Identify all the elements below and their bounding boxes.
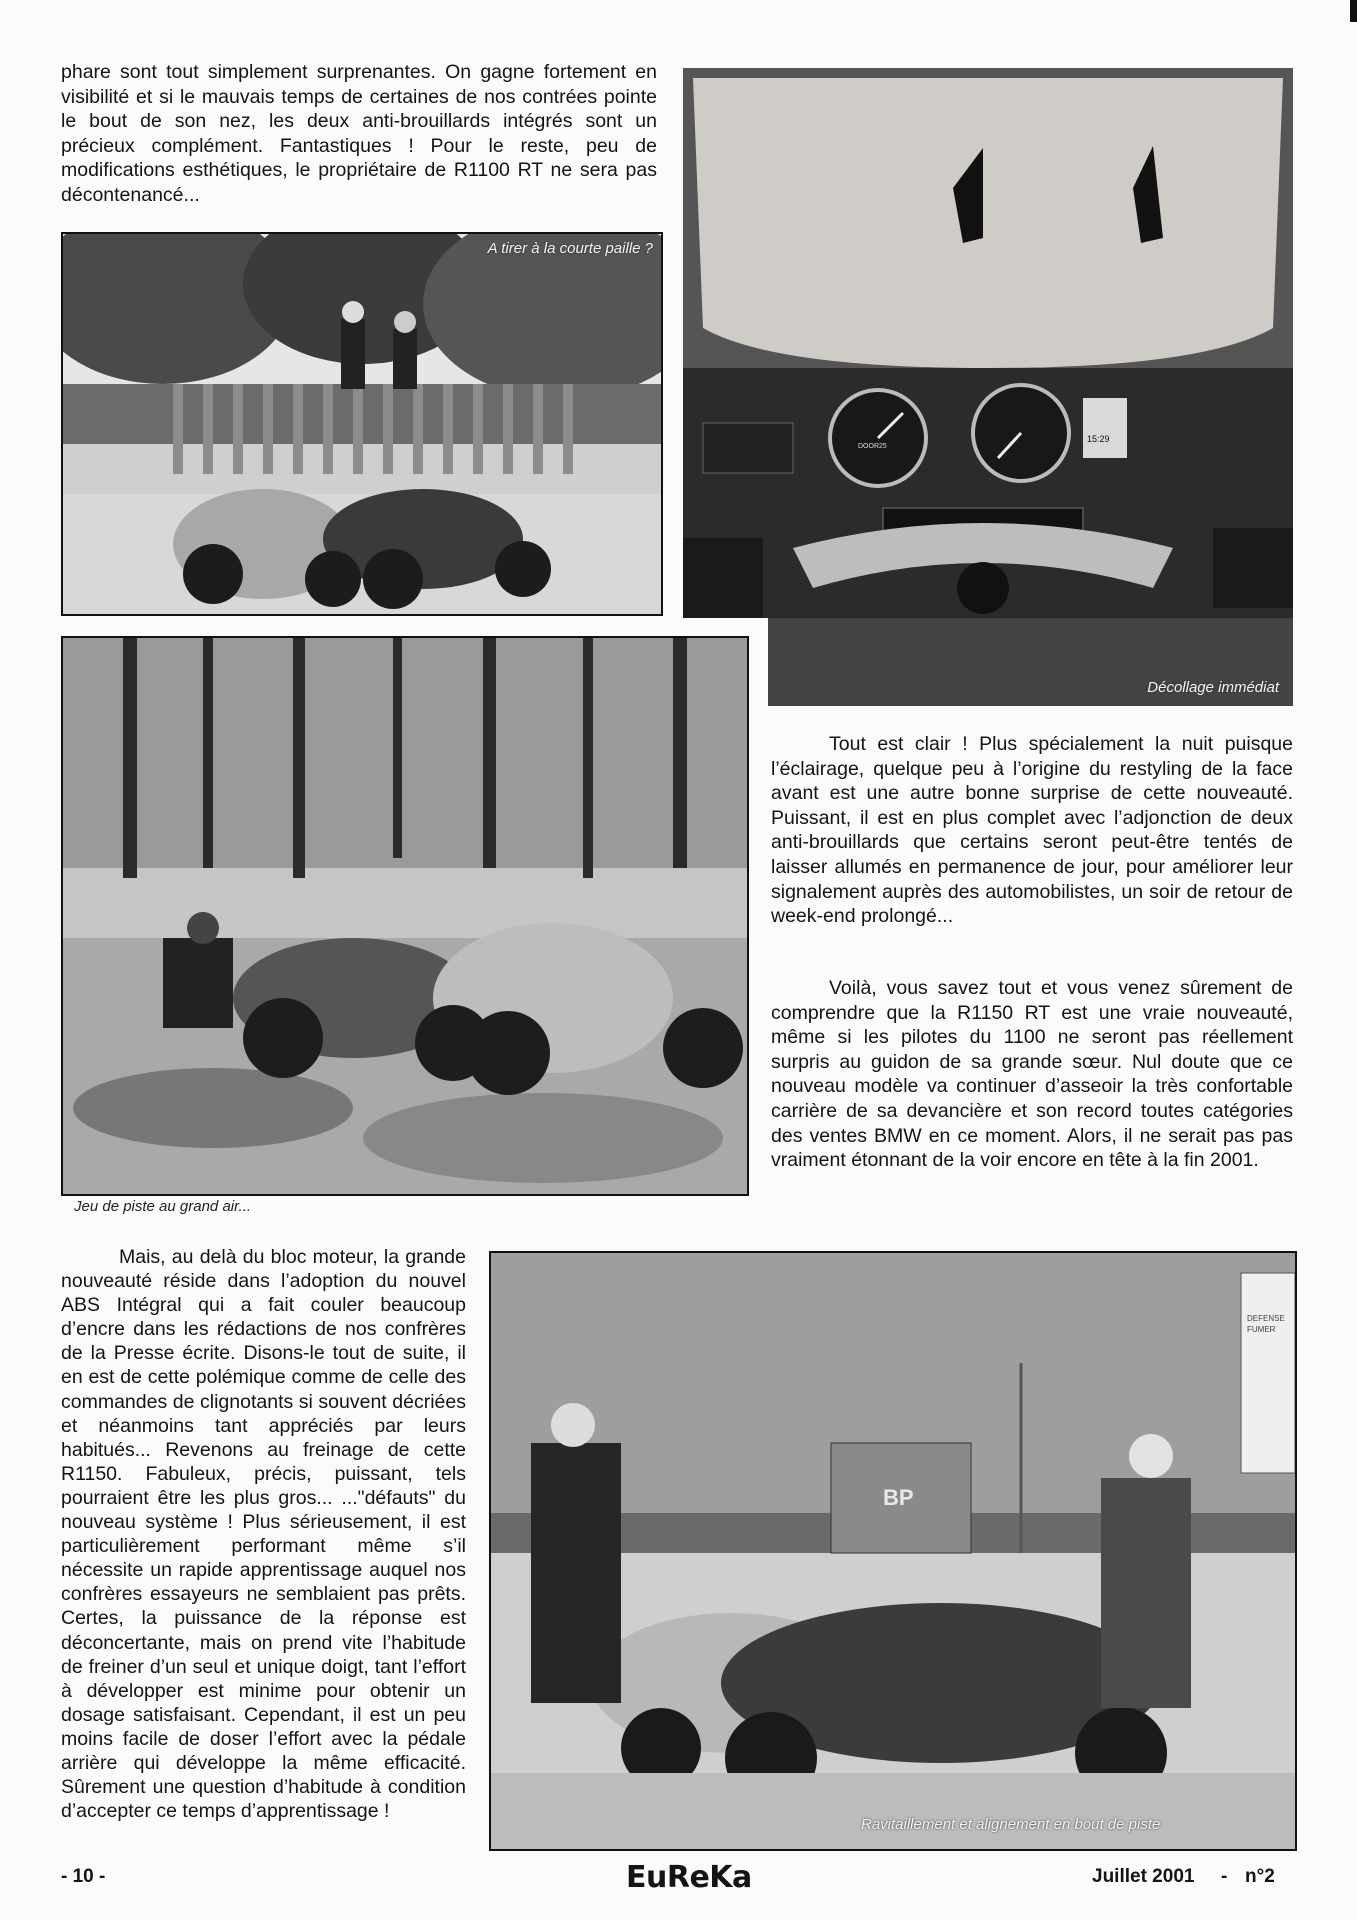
clock-readout: 15:29 bbox=[1087, 434, 1110, 444]
footer-separator: - bbox=[1221, 1866, 1228, 1887]
paragraph: Voilà, vous savez tout et vous venez sûrement de comprendre que la R1150 RT est une vraie nouveauté, même si les pilotes du 1100 ne seront pas réellement surpris au guidon de sa grande sœur. Nul doute que ce nouveau modèle va continuer d’asseoir la très confortable carrière de sa devancière et son record toutes catégories des ventes BMW en ce moment. Alors, il ne serait pas pas vraiment étonnant de la voir encore en tête à la fin 2001. bbox=[771, 977, 1293, 1172]
caption-photo1: A tirer à la courte paille ? bbox=[487, 240, 653, 257]
paragraph: Mais, au delà du bloc moteur, la grande nouveauté réside dans l’adoption du nouvel ABS Intégral qui a fait couler beaucoup d’encre dans les rédactions de nos confrères de la Presse écrite. Disons-le tout de suite, il en est de cette polémique comme de celle des commandes de clignotants si souvent décriées et néanmoins tant appréciés par leurs habitués... Revenons au freinage de cette R1150. Fabuleux, précis, puissant, tels pourraient être les plus gros... ..."défauts" du nouveau système ! Plus sérieusement, il est particulièrement performant même s’il nécessite un rapide apprentissage auquel nos confrères essayeurs ne semblaient pas prêts. Certes, la puissance de la réponse est déconcertante, mais on prend vite l’habitude de freiner d’un seul et unique doigt, tant l’effort à développer est minime pour obtenir un dosage satisfaisant. Cependant, il est un peu moins facile de doser l’effort avec la pédale arrière qui développe la même efficacité. Sûrement une question d’habitude à condition d’accepter ce temps d’apprentissage ! bbox=[61, 1246, 466, 1823]
caption-photo2: Décollage immédiat bbox=[1147, 679, 1279, 696]
photo-motorcycles-fence bbox=[61, 232, 663, 616]
caption-photo4: Ravitaillement et alignement en bout de piste bbox=[861, 1816, 1161, 1833]
no-smoking-sign: DEFENSE FUMER bbox=[1247, 1314, 1285, 1334]
paragraph: Tout est clair ! Plus spécialement la nuit puisque l’éclairage, quelque peu à l’origine du restyling de la face avant est une autre bonne surprise de cette nouveauté. Puissant, il est en plus complet avec l’adjonction de deux anti-brouillards que certains seront peut-être tentés de laisser allumés en permanence de jour, pour améliorer leur signalement auprès des automobilistes, un soir de retour de week-end prolongé... bbox=[771, 733, 1293, 928]
issue-date: Juillet 2001 bbox=[1092, 1866, 1195, 1887]
paragraph: phare sont tout simplement surprenantes. On gagne fortement en visibilité et si le mauvais temps de certaines de nos contrées pointe le bout de son nez, les deux anti-brouillards intégrés sont un précieux complément. Fantastiques ! Pour le reste, peu de modifications esthétiques, le propriétaire de R1100 RT ne sera pas décontenancé... bbox=[61, 61, 657, 206]
caption-photo3: Jeu de piste au grand air... bbox=[74, 1198, 252, 1215]
article-text-bottom-left bbox=[61, 1245, 466, 1823]
photo-cockpit bbox=[683, 68, 1293, 706]
fuel-brand-sign: BP bbox=[883, 1485, 914, 1510]
magazine-logo: EuReKa bbox=[626, 1860, 752, 1895]
article-text-right-2 bbox=[771, 976, 1293, 1173]
photo-rider-forest bbox=[61, 636, 749, 1196]
speedometer-label: DOOR25 bbox=[858, 443, 887, 450]
photo-fuel-stop bbox=[489, 1251, 1297, 1851]
issue-number: n°2 bbox=[1245, 1866, 1275, 1887]
page-number: - 10 - bbox=[61, 1866, 106, 1887]
article-text-right-1 bbox=[771, 732, 1293, 929]
page-edge-mark bbox=[1350, 0, 1357, 22]
article-text-top-left bbox=[61, 60, 657, 208]
